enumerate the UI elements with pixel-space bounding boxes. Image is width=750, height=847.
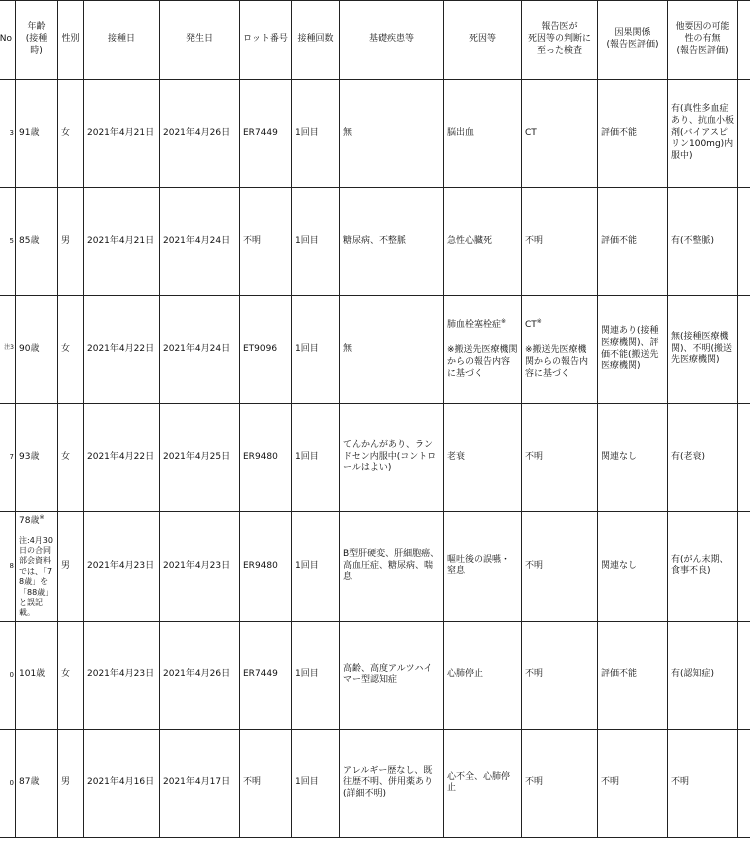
header-onset-date: 発生日 xyxy=(160,1,240,80)
age-mark: ※ xyxy=(39,514,45,521)
cell-onset-date: 2021年4月24日 xyxy=(160,188,240,296)
cell-other-factors: 有(がん末期、食事不良) xyxy=(668,512,738,622)
cell-no: 7 xyxy=(0,404,16,512)
cell-overflow xyxy=(738,404,750,512)
cell-overflow xyxy=(738,188,750,296)
cell-age: 101歳 xyxy=(16,621,58,729)
table-row xyxy=(0,80,750,188)
header-vaccination-date: 接種日 xyxy=(84,1,160,80)
cell-onset-date: 2021年4月26日 xyxy=(160,80,240,188)
cell-examination xyxy=(522,296,598,404)
cell-causality: 関連あり(接種医療機関)、評価不能(搬送先医療機関) xyxy=(598,296,668,404)
cell-no: 0 xyxy=(0,729,16,837)
cell-dose-number: 1回目 xyxy=(292,729,340,837)
cell-onset-date: 2021年4月25日 xyxy=(160,404,240,512)
cell-cause-of-death: 老衰 xyxy=(444,404,522,512)
cell-cause-of-death: 急性心臓死 xyxy=(444,188,522,296)
cell-dose-number: 1回目 xyxy=(292,621,340,729)
header-examination: 報告医が 死因等の判断に 至った検査 xyxy=(522,1,598,80)
cell-overflow xyxy=(738,729,750,837)
cell-vaccination-date: 2021年4月16日 xyxy=(84,729,160,837)
cell-other-factors: 有(老衰) xyxy=(668,404,738,512)
cell-sex: 男 xyxy=(58,512,84,622)
cell-underlying-disease: アレルギー歴なし、既往歴不明、併用薬あり(詳細不明) xyxy=(340,729,444,837)
cell-cause-of-death xyxy=(444,296,522,404)
cell-sex: 男 xyxy=(58,729,84,837)
cell-age: 93歳 xyxy=(16,404,58,512)
cell-causality: 評価不能 xyxy=(598,188,668,296)
cell-examination: CT xyxy=(522,80,598,188)
cell-sex: 男 xyxy=(58,188,84,296)
table-row xyxy=(0,729,750,837)
cause-note: ※搬送先医療機関からの報告内容に基づく xyxy=(447,345,518,380)
cell-underlying-disease: 高齢、高度アルツハイマー型認知症 xyxy=(340,621,444,729)
cell-overflow xyxy=(738,512,750,622)
cell-vaccination-date: 2021年4月22日 xyxy=(84,404,160,512)
header-no: No xyxy=(0,1,16,80)
exam-note: ※搬送先医療機関からの報告内容に基づく xyxy=(525,345,589,380)
cell-underlying-disease: てんかんがあり、ランドセン内服中(コントロールはよい) xyxy=(340,404,444,512)
cell-sex: 女 xyxy=(58,404,84,512)
cell-sex: 女 xyxy=(58,296,84,404)
cell-causality: 不明 xyxy=(598,729,668,837)
table-row xyxy=(0,188,750,296)
cell-underlying-disease: 無 xyxy=(340,296,444,404)
cell-other-factors: 無(接種医療機関)、不明(搬送先医療機関) xyxy=(668,296,738,404)
cell-dose-number: 1回目 xyxy=(292,512,340,622)
cell-age: 87歳 xyxy=(16,729,58,837)
cell-age xyxy=(16,512,58,622)
cell-vaccination-date: 2021年4月21日 xyxy=(84,188,160,296)
table-body xyxy=(0,80,750,838)
cell-vaccination-date: 2021年4月23日 xyxy=(84,512,160,622)
cell-causality: 評価不能 xyxy=(598,621,668,729)
cell-no: 3 xyxy=(0,80,16,188)
cell-sex: 女 xyxy=(58,621,84,729)
header-other-factors: 他要因の可能 性の有無 (報告医評価) xyxy=(668,1,738,80)
cell-dose-number: 1回目 xyxy=(292,188,340,296)
header-overflow-column xyxy=(738,1,750,80)
header-lot-number: ロット番号 xyxy=(240,1,292,80)
cell-lot-number: ER7449 xyxy=(240,80,292,188)
cell-causality: 評価不能 xyxy=(598,80,668,188)
cell-examination: 不明 xyxy=(522,729,598,837)
cell-onset-date: 2021年4月23日 xyxy=(160,512,240,622)
cell-lot-number: 不明 xyxy=(240,729,292,837)
cell-overflow xyxy=(738,80,750,188)
cell-dose-number: 1回目 xyxy=(292,404,340,512)
header-age: 年齢 (接種 時) xyxy=(16,1,58,80)
cell-overflow xyxy=(738,296,750,404)
header-underlying-disease: 基礎疾患等 xyxy=(340,1,444,80)
cell-lot-number: ER7449 xyxy=(240,621,292,729)
header-causality: 因果関係 (報告医評価) xyxy=(598,1,668,80)
table-row xyxy=(0,621,750,729)
cell-examination: 不明 xyxy=(522,404,598,512)
exam-mark: ※ xyxy=(536,318,542,326)
table-header xyxy=(0,1,750,80)
cell-age: 91歳 xyxy=(16,80,58,188)
cell-causality: 関連なし xyxy=(598,512,668,622)
table-row xyxy=(0,296,750,404)
cause-mark: ※ xyxy=(501,318,507,326)
cell-no: 8 xyxy=(0,512,16,622)
cell-other-factors: 有(不整脈) xyxy=(668,188,738,296)
cell-no: 注3 xyxy=(0,296,16,404)
cell-onset-date: 2021年4月24日 xyxy=(160,296,240,404)
cell-causality: 関連なし xyxy=(598,404,668,512)
cell-no: 0 xyxy=(0,621,16,729)
cell-other-factors: 有(真性多血症あり、抗血小板剤(バイアスピリン100mg)内服中) xyxy=(668,80,738,188)
cell-examination: 不明 xyxy=(522,621,598,729)
cell-examination: 不明 xyxy=(522,188,598,296)
cell-onset-date: 2021年4月17日 xyxy=(160,729,240,837)
cell-lot-number: ER9480 xyxy=(240,512,292,622)
cell-age: 85歳 xyxy=(16,188,58,296)
cell-underlying-disease: B型肝硬変、肝細胞癌、高血圧症、糖尿病、喘息 xyxy=(340,512,444,622)
cell-dose-number: 1回目 xyxy=(292,296,340,404)
cell-cause-of-death: 心肺停止 xyxy=(444,621,522,729)
cell-lot-number: 不明 xyxy=(240,188,292,296)
table-row xyxy=(0,404,750,512)
cell-overflow xyxy=(738,621,750,729)
cell-underlying-disease: 無 xyxy=(340,80,444,188)
age-text: 78歳 xyxy=(19,516,40,526)
cell-sex: 女 xyxy=(58,80,84,188)
cause-text: 肺血栓塞栓症 xyxy=(447,320,502,331)
cell-other-factors: 有(認知症) xyxy=(668,621,738,729)
cell-onset-date: 2021年4月26日 xyxy=(160,621,240,729)
header-dose-number: 接種回数 xyxy=(292,1,340,80)
cell-vaccination-date: 2021年4月22日 xyxy=(84,296,160,404)
cell-examination: 不明 xyxy=(522,512,598,622)
cell-cause-of-death: 心不全、心肺停止 xyxy=(444,729,522,837)
cell-lot-number: ET9096 xyxy=(240,296,292,404)
cell-cause-of-death: 嘔吐後の誤嚥・窒息 xyxy=(444,512,522,622)
cell-lot-number: ER9480 xyxy=(240,404,292,512)
cell-vaccination-date: 2021年4月23日 xyxy=(84,621,160,729)
table-row xyxy=(0,512,750,622)
header-cause-of-death: 死因等 xyxy=(444,1,522,80)
cell-dose-number: 1回目 xyxy=(292,80,340,188)
age-correction-note: 注:4月30日の合同部会資料では、「78歳」を「88歳」と誤記載。 xyxy=(19,535,54,618)
cell-no: 5 xyxy=(0,188,16,296)
cell-other-factors: 不明 xyxy=(668,729,738,837)
exam-text: CT xyxy=(525,320,537,331)
cell-cause-of-death: 脳出血 xyxy=(444,80,522,188)
cell-age: 90歳 xyxy=(16,296,58,404)
cell-vaccination-date: 2021年4月21日 xyxy=(84,80,160,188)
header-sex: 性別 xyxy=(58,1,84,80)
cell-underlying-disease: 糖尿病、不整脈 xyxy=(340,188,444,296)
